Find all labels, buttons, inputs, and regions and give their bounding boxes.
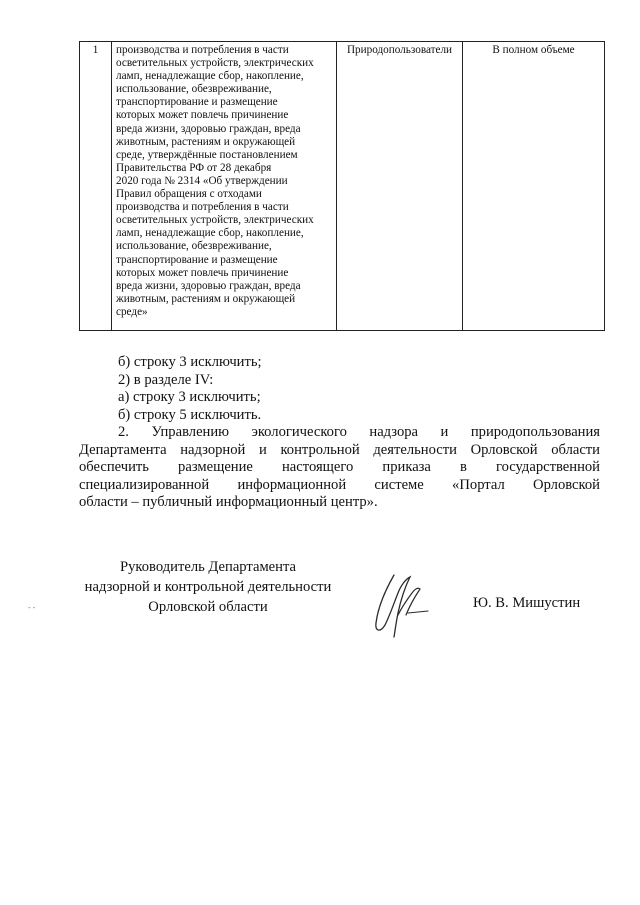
requirement-text-line: осветительных устройств, электрических bbox=[116, 57, 314, 70]
margin-mark: - - bbox=[28, 603, 36, 612]
requirement-text-line: использование, обезвреживание, bbox=[116, 83, 272, 96]
clause-2-line: Департамента надзорной и контрольной деятельности Орловской области bbox=[79, 441, 600, 458]
requirement-text-cell bbox=[112, 42, 337, 331]
requirement-text-line: 2020 года № 2314 «Об утверждении bbox=[116, 174, 288, 187]
requirement-text-line: среде» bbox=[116, 305, 148, 318]
signatory-title-line: Орловской области bbox=[148, 599, 268, 615]
table-row bbox=[80, 42, 605, 331]
requirements-table bbox=[79, 41, 605, 331]
requirement-text-line: Правил обращения с отходами bbox=[116, 188, 262, 201]
clause-2-paragraph bbox=[79, 424, 600, 512]
amendment-line-b2: б) строку 5 исключить. bbox=[118, 406, 262, 423]
requirement-text-line: среде, утверждённые постановлением bbox=[116, 148, 298, 161]
subjects-cell: Природопользователи bbox=[337, 42, 463, 331]
requirement-text-line: которых может повлечь причинение bbox=[116, 109, 289, 122]
requirement-text-line: осветительных устройств, электрических bbox=[116, 214, 314, 227]
requirement-text-line: которых может повлечь причинение bbox=[116, 266, 289, 279]
signatory-title-line: Руководитель Департамента bbox=[120, 559, 296, 575]
requirement-text-line: транспортирование и размещение bbox=[116, 96, 278, 109]
handwritten-signature bbox=[368, 567, 436, 639]
signatory-title-line: надзорной и контрольной деятельности bbox=[84, 579, 332, 595]
amendment-line-2: 2) в разделе IV: bbox=[118, 371, 214, 388]
requirement-text-line: животным, растениям и окружающей bbox=[116, 292, 296, 305]
clause-2-line: специализированной информационной системе «Портал Орловской bbox=[79, 476, 600, 493]
signatory-title bbox=[78, 557, 338, 617]
requirement-text-line: животным, растениям и окружающей bbox=[116, 135, 296, 148]
amendment-line-b1: б) строку 3 исключить; bbox=[118, 354, 262, 370]
scope-cell: В полном объеме bbox=[463, 42, 605, 331]
requirement-text-line: транспортирование и размещение bbox=[116, 253, 278, 266]
amendment-line-a: а) строку 3 исключить; bbox=[118, 389, 261, 405]
requirement-text-line: ламп, ненадлежащие сбор, накопление, bbox=[116, 70, 304, 83]
signatory-name: Ю. В. Мишустин bbox=[473, 595, 581, 611]
clause-2-line: 2. Управлению экологического надзора и природопользования bbox=[118, 424, 600, 440]
row-number-cell: 1 bbox=[80, 42, 112, 331]
requirement-text-line: вреда жизни, здоровью граждан, вреда bbox=[116, 279, 301, 292]
requirement-text-line: использование, обезвреживание, bbox=[116, 240, 272, 253]
clause-2-line: области – публичный информационный центр». bbox=[79, 494, 378, 510]
requirement-text-line: производства и потребления в части bbox=[116, 44, 289, 56]
requirement-text-line: вреда жизни, здоровью граждан, вреда bbox=[116, 122, 301, 135]
requirement-text-line: ламп, ненадлежащие сбор, накопление, bbox=[116, 227, 304, 240]
requirement-text-line: производства и потребления в части bbox=[116, 201, 289, 214]
clause-2-line: обеспечить размещение настоящего приказа в государственной bbox=[79, 459, 600, 475]
requirement-text-line: Правительства РФ от 28 декабря bbox=[116, 161, 272, 174]
